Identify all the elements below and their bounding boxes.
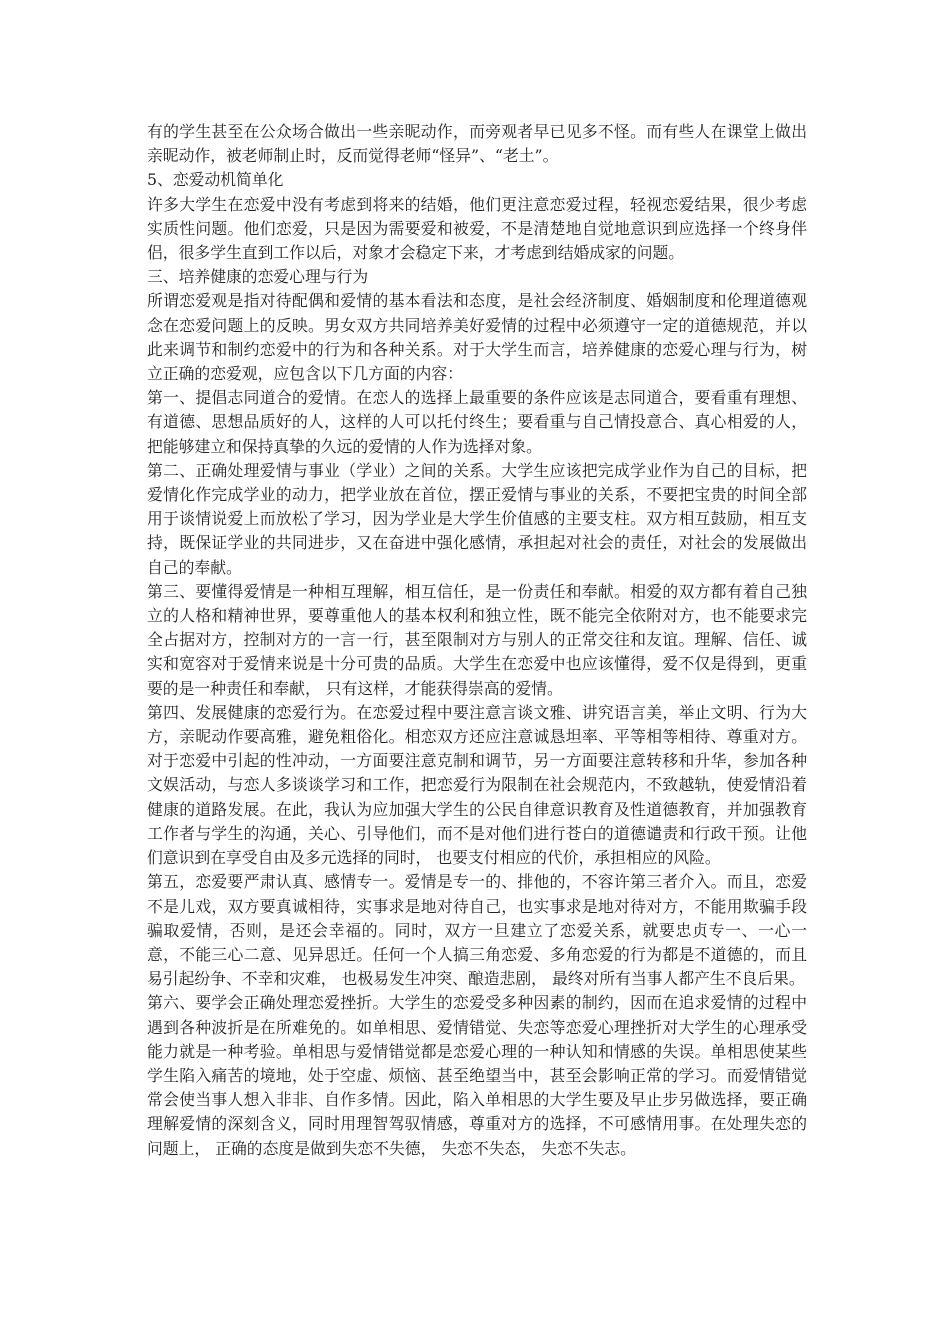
body-paragraph: 有的学生甚至在公众场合做出一些亲昵动作，而旁观者早已见多不怪。而有些人在课堂上做出亲昵动作，被老师制止时，反而觉得老师“怪异”、“老土”。 [147,122,807,166]
body-paragraph: 第六、要学会正确处理恋爱挫折。大学生的恋爱受多种因素的制约，因而在追求爱情的过程中遇到各种波折是在所难免的。如单相思、爱情错觉、失恋等恋爱心理挫折对大学生的心理承受能力就是一种考验。单相思与爱情错觉都是恋爱心理的一种认知和情感的失误。单相思使某些学生陷入痛苦的境地，处于空虚、烦恼、甚至绝望当中，甚至会影响正常的学习。而爱情错觉常会使当事人想入非非、自作多情。因此，陷入单相思的大学生要及早止步另做选择，要正确理解爱情的深刻含义，同时用理智驾驭情感，尊重对方的选择，不可感情用事。在处理失恋的问题上， 正确的态度是做到失恋不失德， 失恋不失态， 失恋不失志。 [147,993,807,1158]
body-paragraph: 第二、正确处理爱情与事业（学业）之间的关系。大学生应该把完成学业作为自己的目标，把爱情化作完成学业的动力，把学业放在首位，摆正爱情与事业的关系，不要把宝贵的时间全部用于谈情说爱上而放松了学习，因为学业是大学生价值感的主要支柱。双方相互鼓励，相互支持，既保证学业的共同进步，又在奋进中强化感情，承担起对社会的责任，对社会的发展做出自己的奉献。 [147,460,807,577]
body-paragraph: 第五，恋爱要严肃认真、感情专一。爱情是专一的、排他的，不容许第三者介入。而且，恋爱不是儿戏，双方要真诚相待，实事求是地对待自己，也实事求是地对待对方，不能用欺骗手段骗取爱情，否则，是还会幸福的。同时，双方一旦建立了恋爱关系，就要忠贞专一、一心一意，不能三心二意、见异思迁。任何一个人搞三角恋爱、多角恋爱的行为都是不道德的，而且易引起纷争、不幸和灾难， 也极易发生冲突、酿造悲剧， 最终对所有当事人都产生不良后果。 [147,872,807,989]
body-paragraph: 第一、提倡志同道合的爱情。在恋人的选择上最重要的条件应该是志同道合，要看重有理想、有道德、思想品质好的人，这样的人可以托付终生；要看重与自己情投意合、真心相爱的人，把能够建立和保持真挚的久远的爱情的人作为选择对象。 [147,388,807,456]
body-paragraph: 所谓恋爱观是指对待配偶和爱情的基本看法和态度，是社会经济制度、婚姻制度和伦理道德观念在恋爱问题上的反映。男女双方共同培养美好爱情的过程中必须遵守一定的道德规范，并以此来调节和制约恋爱中的行为和各种关系。对于大学生而言，培养健康的恋爱心理与行为，树立正确的恋爱观，应包含以下几方面的内容： [147,291,807,384]
section-heading: 三、培养健康的恋爱心理与行为 [147,267,369,287]
body-paragraph: 第四、发展健康的恋爱行为。在恋爱过程中要注意言谈文雅、讲究语言美，举止文明、行为大方，亲昵动作要高雅，避免粗俗化。相恋双方还应注意诚恳坦率、平等相等相待、尊重对方。对于恋爱中引起的性冲动，一方面要注意克制和调节，另一方面要注意转移和升华，参加各种文娱活动，与恋人多谈谈学习和工作，把恋爱行为限制在社会规范内，不致越轨，使爱情沿着健康的道路发展。在此，我认为应加强大学生的公民自律意识教育及性道德教育，并加强教育工作者与学生的沟通，关心、引导他们，而不是对他们进行苍白的道德谴责和行政干预。让他们意识到在享受自由及多元选择的同时， 也要支付相应的代价，承担相应的风险。 [147,702,807,868]
section-heading: 5、恋爱动机简单化 [147,170,284,190]
body-paragraph: 第三、要懂得爱情是一种相互理解，相互信任，是一份责任和奉献。相爱的双方都有着自己独立的人格和精神世界，要尊重他人的基本权利和独立性，既不能完全依附对方，也不能要求完全占据对方，控制对方的一言一行，甚至限制对方与别人的正常交往和友谊。理解、信任、诚实和宽容对于爱情来说是十分可贵的品质。大学生在恋爱中也应该懂得，爱不仅是得到，更重要的是一种责任和奉献， 只有这样，才能获得崇高的爱情。 [147,581,807,698]
body-paragraph: 许多大学生在恋爱中没有考虑到将来的结婚，他们更注意恋爱过程，轻视恋爱结果，很少考虑实质性问题。他们恋爱，只是因为需要爱和被爱，不是清楚地自觉地意识到应选择一个终身伴侣，很多学生直到工作以后，对象才会稳定下来，才考虑到结婚成家的问题。 [147,194,807,263]
document-page [147,120,807,1161]
